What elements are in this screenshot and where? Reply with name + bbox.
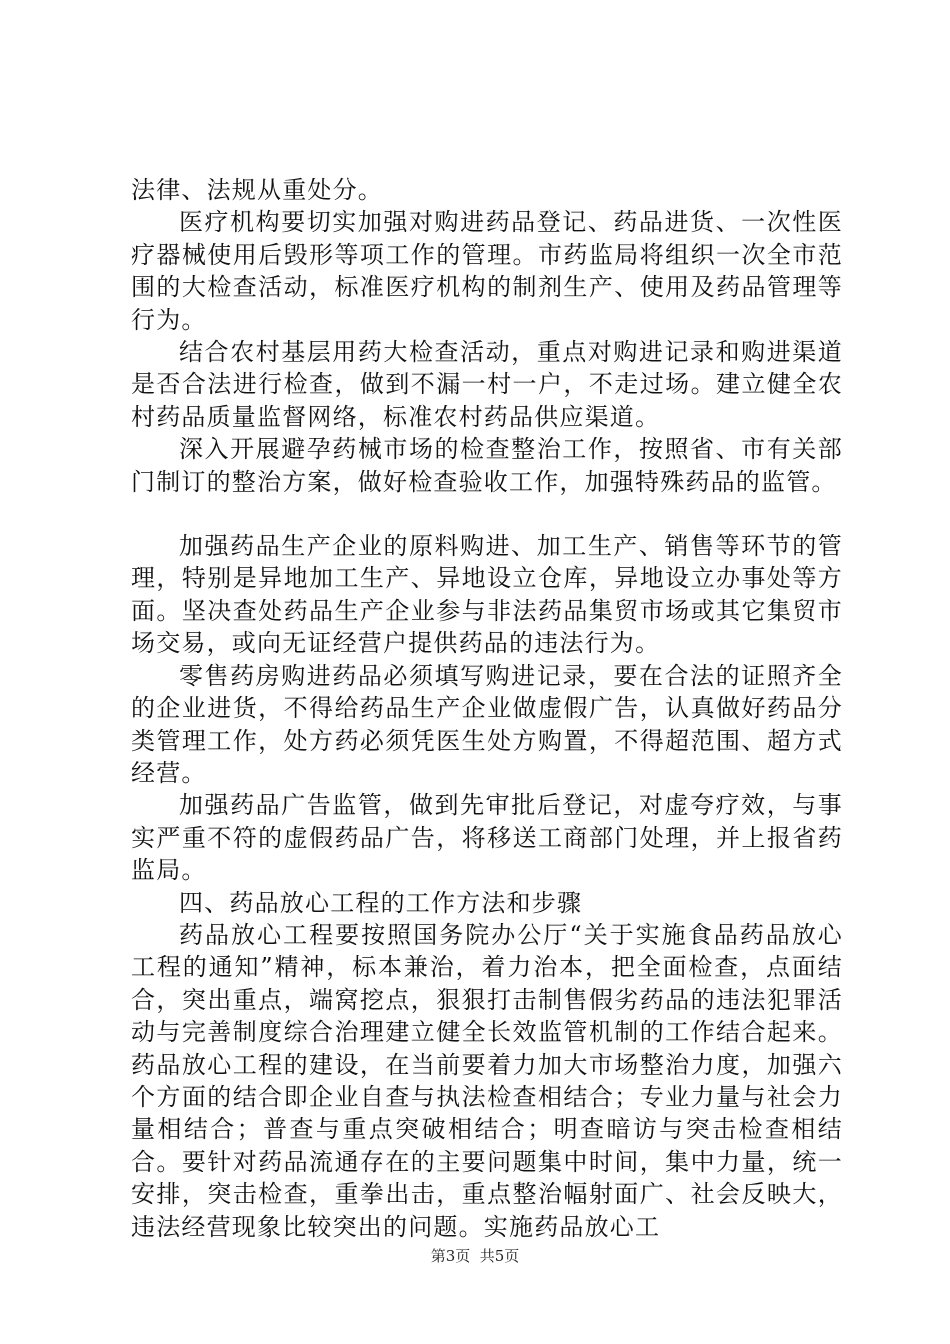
paragraph-1: 法律、法规从重处分。 [131,176,383,204]
paragraph-9: 药品放心工程要按照国务院办公厅“关于实施食品药品放心工程的通知”精神，标本兼治，着力治本，把全面检查，点面结合，突出重点，端窝挖点，狠狠打击制售假劣药品的违法犯罪活动与完善制度综合治理建立健全长效监管机制的工作结合起来。药品放心工程的建设，在当前要着力加大市场整治力度，加强六个方面的结合即企业自查与执法检查相结合；专业力量与社会力量相结合；普查与重点突破相结合；明查暗访与突击检查相结合。要针对药品流通存在的主要问题集中时间，集中力量，统一安排，突击检查，重拳出击，重点整治幅射面广、社会反映大，违法经营现象比较突出的问题。实施药品放心工 [131,920,843,1241]
paragraph-3: 结合农村基层用药大检查活动，重点对购进记录和购进渠道是否合法进行检查，做到不漏一村一户，不走过场。建立健全农村药品质量监督网络，标准农村药品供应渠道。 [131,338,843,431]
document-body [131,174,843,1243]
page-footer [0,1245,950,1266]
page-number-label: 第3页 共5页 [430,1247,520,1265]
paragraph-2: 医疗机构要切实加强对购进药品登记、药品进货、一次性医疗器械使用后毁形等项工作的管理。市药监局将组织一次全市范围的大检查活动，标准医疗机构的制剂生产、使用及药品管理等行为。 [131,208,843,334]
section-heading: 四、药品放心工程的工作方法和步骤 [179,888,583,917]
paragraph-4: 深入开展避孕药械市场的检查整治工作，按照省、市有关部门制订的整治方案，做好检查验收工作，加强特殊药品的监管。 [131,435,843,496]
paragraph-6: 零售药房购进药品必须填写购进记录，要在合法的证照齐全的企业进货，不得给药品生产企业做虚假广告，认真做好药品分类管理工作，处方药必须凭医生处方购置，不得超范围、超方式经营。 [131,661,843,787]
paragraph-7: 加强药品广告监管，做到先审批后登记，对虚夸疗效，与事实严重不符的虚假药品广告，将移送工商部门处理，并上报省药监局。 [131,791,843,885]
paragraph-5: 加强药品生产企业的原料购进、加工生产、销售等环节的管理，特别是异地加工生产、异地设立仓库，异地设立办事处等方面。坚决查处药品生产企业参与非法药品集贸市场或其它集贸市场交易，或向无证经营户提供药品的违法行为。 [131,532,843,658]
